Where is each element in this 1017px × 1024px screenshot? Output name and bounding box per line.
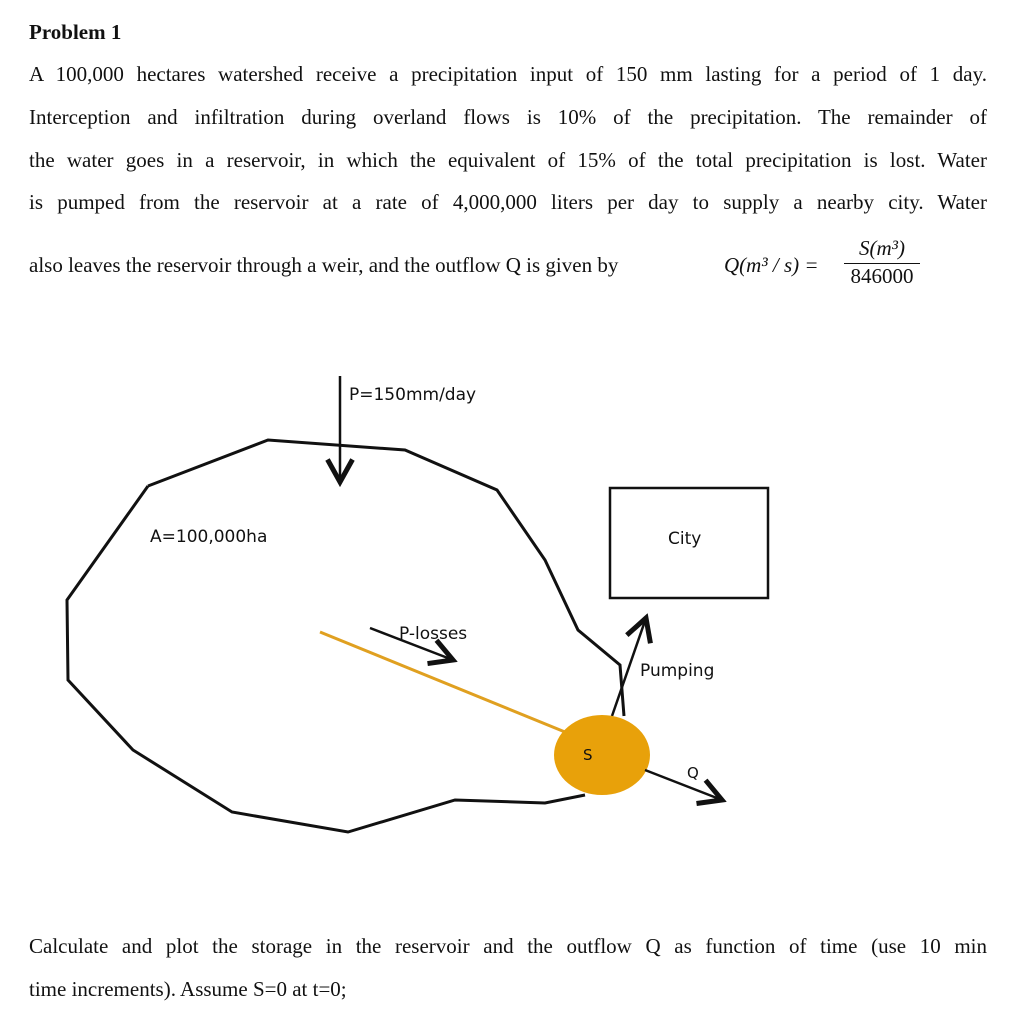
city-label: City <box>668 529 702 549</box>
watershed-boundary <box>148 440 624 716</box>
flow-line <box>320 632 565 732</box>
storage-label: S <box>583 746 593 764</box>
precip-label: P=150mm/day <box>349 385 477 405</box>
paragraph-line: also leaves the reservoir through a weir, and the outflow Q is given by <box>29 253 619 277</box>
paragraph-line: is pumped from the reservoir at a rate of 4,000,000 liters per day to supply a nearby city. Water <box>29 190 987 214</box>
task-line: Calculate and plot the storage in the reservoir and the outflow Q as function of time (use 10 min <box>29 934 987 958</box>
formula-denominator: 846000 <box>850 264 914 288</box>
task-line: time increments). Assume S=0 at t=0; <box>29 977 347 1001</box>
paragraph-line: the water goes in a reservoir, in which the equivalent of 15% of the total precipitation is lost. Water <box>29 148 987 172</box>
area-label: A=100,000ha <box>150 527 268 547</box>
paragraph-line: A 100,000 hectares watershed receive a precipitation input of 150 mm lasting for a period of 1 day. <box>29 62 987 86</box>
losses-label: P-losses <box>399 624 468 644</box>
outflow-arrow <box>645 770 722 800</box>
outflow-label: Q <box>687 764 699 782</box>
paragraph-line: Interception and infiltration during overland flows is 10% of the precipitation. The remainder of <box>29 105 987 129</box>
formula-numerator: S(m³) <box>844 236 920 264</box>
problem-title: Problem 1 <box>29 20 122 44</box>
pumping-label: Pumping <box>640 661 715 681</box>
formula-lhs: Q(m³ / s) = <box>724 253 819 277</box>
reservoir <box>554 715 650 795</box>
watershed-boundary <box>67 486 585 832</box>
